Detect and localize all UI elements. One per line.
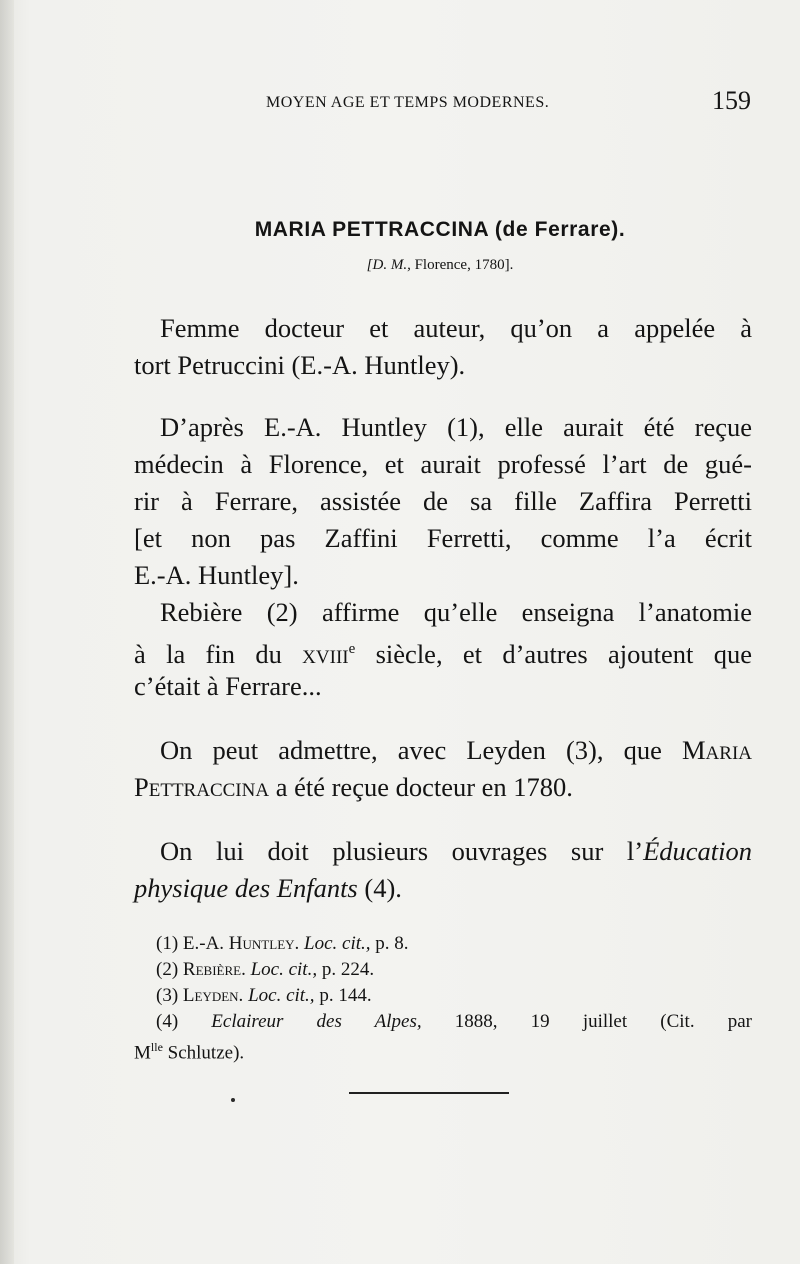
ink-speck [231, 1098, 235, 1102]
person-name-last: Pettraccina [134, 772, 270, 802]
century-numeral: xviii [302, 638, 349, 669]
work-title-part-1: Éducation [643, 836, 752, 866]
footnote-4-source: Eclaireur des Alpes, [211, 1011, 422, 1032]
footnote-2 [156, 958, 374, 982]
footnote-2-number: (2) [156, 959, 183, 980]
footnote-4 [156, 1010, 752, 1034]
article-subtitle [0, 257, 800, 274]
page-number: 159 [712, 86, 751, 115]
footnote-4-title-superscript: lle [150, 1040, 163, 1054]
paragraph-3-line-1: Rebière (2) affirme qu’elle enseigna l’anatomie [160, 597, 752, 627]
paragraph-4-line-1 [160, 733, 752, 767]
paragraph-2-line-3: rir à Ferrare, assistée de sa fille Zaffira Perretti [134, 486, 752, 516]
paragraph-1-line-2: tort Petruccini (E.-A. Huntley). [134, 350, 466, 380]
p4-line-2-end: a été reçue docteur en 1780. [269, 772, 573, 802]
footnote-4-continuation [134, 1035, 244, 1065]
footnote-3 [156, 984, 372, 1008]
subtitle-italic: [D. M., [366, 257, 411, 273]
footnote-1-ref: Loc. cit., [299, 933, 371, 954]
paragraph-2-line-4: [et non pas Zaffini Ferretti, comme l’a écrit [134, 523, 752, 553]
paragraph-2-line-2: médecin à Florence, et aurait professé l’art de gué- [134, 449, 752, 479]
paragraph-5-line-2 [134, 871, 752, 905]
page-gutter-edge [0, 0, 14, 1264]
footnote-3-ref: Loc. cit., [243, 985, 315, 1006]
footnote-1 [156, 932, 409, 956]
footnote-3-page: p. 144. [314, 985, 372, 1006]
p4-line-1-start: On peut admettre, avec Leyden (3), que [160, 735, 682, 765]
paragraph-2-line-5: E.-A. Huntley]. [134, 560, 299, 590]
footnote-2-ref: Loc. cit., [245, 959, 318, 980]
p3-line-2-start: à la fin du [134, 638, 303, 669]
paragraph-5-line-1 [160, 834, 752, 868]
running-header: MOYEN AGE ET TEMPS MODERNES. [266, 94, 550, 111]
end-rule-divider [349, 1092, 509, 1094]
paragraph-1-line-1: Femme docteur et auteur, qu’on a appelée à [160, 313, 752, 343]
subtitle-rest: Florence, 1780]. [410, 257, 514, 273]
footnote-2-author: Rebière. [182, 959, 246, 980]
footnote-4-rest: 1888, 19 juillet (Cit. par [421, 1011, 752, 1032]
work-title-part-2: physique des Enfants [134, 873, 358, 903]
person-name-first: Maria [681, 735, 752, 765]
footnote-1-author: E.-A. Huntley. [182, 933, 300, 954]
paragraph-2-line-1: D’après E.-A. Huntley (1), elle aurait été reçue [160, 412, 752, 442]
footnote-1-number: (1) [156, 933, 183, 954]
century-superscript: e [348, 641, 356, 657]
article-title: MARIA PETTRACCINA (de Ferrare). [254, 218, 626, 241]
p3-line-2-end: siècle, et d’autres ajoutent que [355, 638, 753, 669]
footnote-4-number: (4) [156, 1011, 212, 1032]
footnote-1-page: p. 8. [370, 933, 409, 954]
paragraph-3-line-2 [134, 632, 752, 671]
p5-line-2-end: (4). [357, 873, 402, 903]
p5-line-1-start: On lui doit plusieurs ouvrages sur l’ [160, 836, 644, 866]
paragraph-4-line-2 [134, 770, 752, 804]
footnote-4-title-abbrev: M [134, 1042, 151, 1064]
footnote-2-page: p. 224. [317, 959, 375, 980]
paragraph-3-line-3: c’était à Ferrare... [134, 671, 322, 701]
footnote-3-author: Leyden. [182, 985, 244, 1006]
footnote-3-number: (3) [156, 985, 183, 1006]
footnote-4-name: Schlutze). [162, 1042, 245, 1064]
